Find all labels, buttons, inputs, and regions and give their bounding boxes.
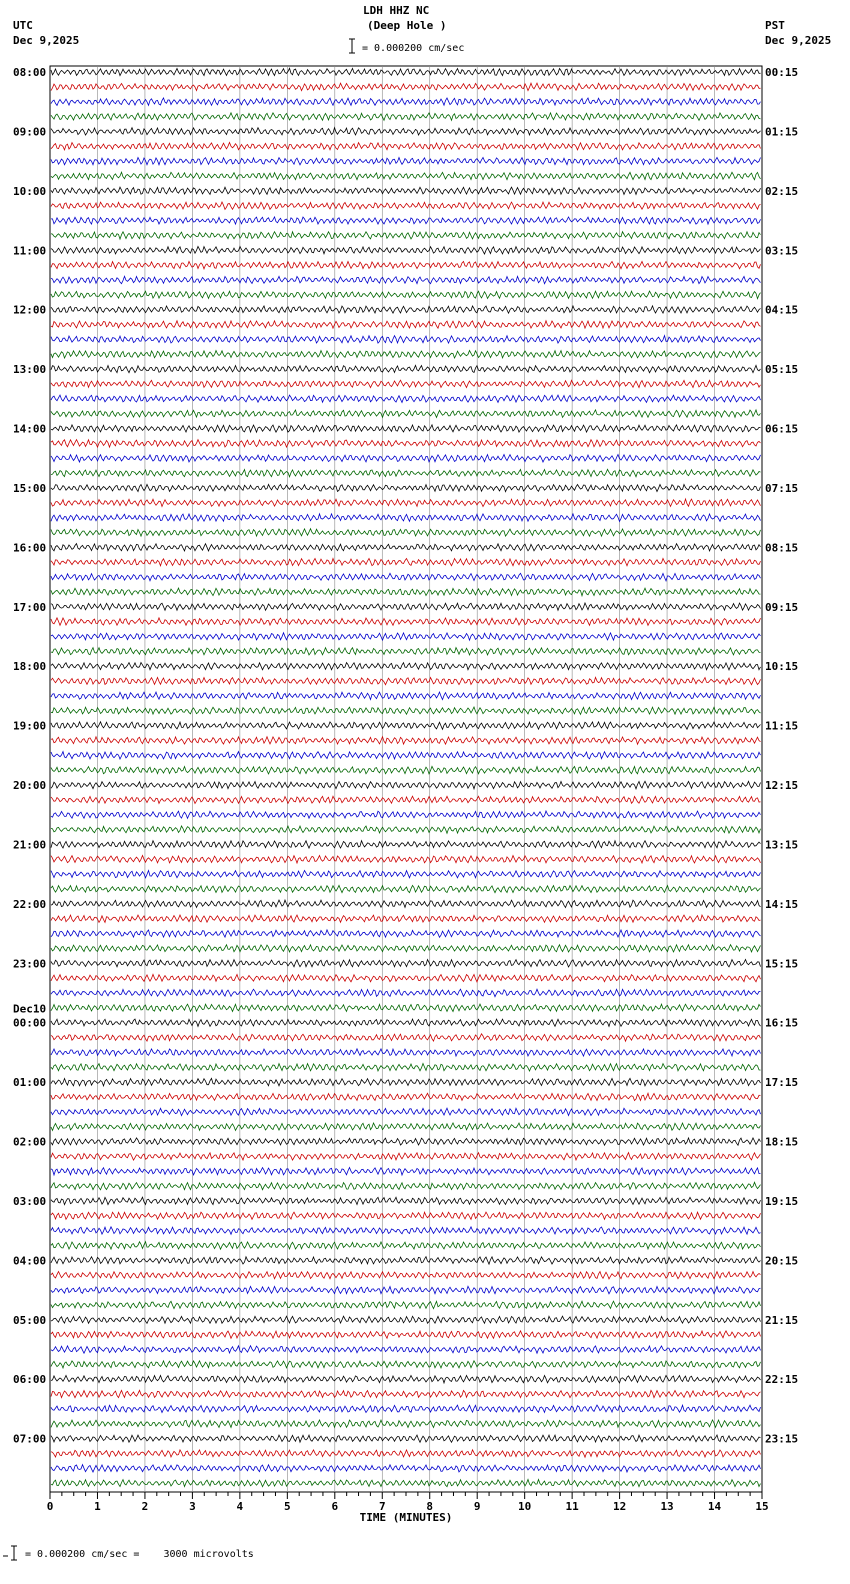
seismic-trace-line [51,68,761,75]
seismic-trace-line [51,1331,761,1338]
seismic-trace-line [51,499,761,507]
x-tick-label: 6 [331,1500,339,1513]
utc-hour-label: 10:00 [13,184,47,198]
pst-hour-label: 02:15 [765,184,799,198]
pst-hour-label: 04:15 [765,303,799,317]
utc-hour-label: 05:00 [13,1313,47,1327]
seismic-trace-line [51,1227,761,1235]
seismic-trace-line [51,1049,761,1056]
seismic-trace-line [51,1257,761,1264]
seismic-trace-line [51,1376,761,1383]
seismic-trace-line [51,1272,761,1279]
footer-scale-bar-icon [3,1546,17,1560]
x-tick-label: 0 [46,1500,54,1513]
x-axis [47,1492,769,1524]
scale-bar-icon [349,39,355,53]
seismic-trace-line [51,321,761,329]
seismic-trace-line [51,1316,761,1323]
seismic-trace-line [51,692,761,700]
pst-hour-label: 12:15 [765,779,799,792]
x-tick-label: 12 [612,1500,627,1513]
seismic-trace-line [51,187,761,195]
footer-scale-note: = 0.000200 cm/sec = 3000 microvolts [25,1549,254,1560]
seismic-trace-line [51,1182,761,1190]
utc-hour-label: 08:00 [13,66,47,79]
scale-label: = 0.000200 cm/sec [362,43,465,54]
station-title: LDH HHZ NC [363,4,430,17]
seismic-trace-line [51,1405,761,1412]
x-tick-label: 4 [236,1500,244,1513]
seismic-trace-line [51,1465,761,1472]
plot-grid [50,66,762,1492]
seismic-trace-line [51,707,761,714]
pst-hour-label: 06:15 [765,422,799,436]
seismic-trace-line [51,514,761,522]
pst-hour-label: 17:15 [765,1076,799,1090]
seismic-trace-line [51,930,761,937]
seismic-trace-line [51,1019,761,1026]
x-tick-label: 3 [189,1500,196,1513]
x-tick-label: 1 [94,1500,101,1513]
seismic-trace-line [51,677,761,684]
seismic-trace-line [51,261,761,269]
utc-hour-label: 09:00 [13,125,47,139]
pst-hour-label: 18:15 [765,1135,799,1149]
pst-hour-label: 22:15 [765,1373,799,1387]
seismic-trace-line [51,1093,761,1100]
utc-hour-label: 22:00 [13,897,47,911]
seismic-trace-line [51,469,761,477]
seismic-trace-line [51,1301,761,1308]
utc-hour-label: 00:00 [13,1016,47,1030]
x-tick-label: 15 [755,1500,769,1513]
pst-hour-label: 19:15 [765,1194,799,1208]
seismic-trace-line [51,1435,761,1442]
seismic-trace-line [51,217,761,224]
seismic-trace-line [51,544,761,551]
seismic-trace-line [51,900,761,907]
seismic-trace-line [51,1479,761,1486]
seismic-trace-line [51,128,761,135]
pst-hour-label: 03:15 [765,244,799,258]
seismic-trace-line [51,158,761,165]
pst-hour-label: 23:15 [765,1432,799,1446]
seismic-trace-line [51,172,761,180]
seismic-trace-line [51,1450,761,1457]
seismic-trace-line [51,1108,761,1116]
seismic-trace-line [51,826,761,833]
seismic-trace-line [51,83,761,91]
seismic-trace-line [51,380,761,387]
seismic-trace-line [51,633,761,640]
seismic-trace-line [51,1138,761,1145]
seismic-trace-line [51,1078,761,1086]
seismic-trace-line [51,752,761,759]
x-tick-label: 8 [426,1500,434,1513]
date-change-label: Dec10 [13,1002,47,1016]
seismic-trace-line [51,365,761,372]
seismic-trace-line [51,1123,761,1131]
seismic-trace-line [51,336,761,344]
station-location: (Deep Hole ) [367,19,447,32]
pst-hour-label: 01:15 [765,125,799,139]
pst-hour-label: 16:15 [765,1016,799,1030]
seismic-trace-line [51,618,761,626]
seismic-trace-line [51,232,761,239]
seismic-trace-line [51,1390,761,1397]
utc-hour-label: 11:00 [13,244,47,258]
seismic-trace-line [51,663,761,670]
seismic-trace-line [51,351,761,359]
pst-hour-label: 10:15 [765,660,799,674]
seismic-trace-line [51,974,761,982]
utc-hour-label: 15:00 [13,481,47,495]
seismic-trace-line [51,1168,761,1176]
seismic-trace-line [51,113,761,121]
pst-hour-label: 13:15 [765,838,799,852]
seismic-trace-line [51,291,761,299]
trace-group [51,68,761,1486]
pst-hour-label: 09:15 [765,600,799,614]
seismic-trace-line [51,856,761,864]
seismic-trace-line [51,98,761,105]
seismic-trace-line [51,1420,761,1428]
seismic-trace-line [51,1064,761,1072]
x-tick-label: 11 [565,1500,579,1513]
seismic-trace-line [51,989,761,997]
seismic-trace-line [51,603,761,610]
seismic-trace-line [51,1034,761,1041]
seismic-trace-line [51,573,761,581]
utc-hour-label: 06:00 [13,1373,47,1387]
plot-frame [50,66,762,1492]
pst-hour-label: 21:15 [765,1313,799,1327]
x-tick-label: 13 [660,1500,674,1513]
utc-hour-label: 14:00 [13,422,47,436]
utc-hour-label: 19:00 [13,719,47,733]
utc-hour-label: 16:00 [13,541,47,555]
seismic-trace-line [51,1346,761,1354]
x-tick-label: 2 [141,1500,149,1513]
seismic-trace-line [51,960,761,968]
seismic-trace-line [51,811,761,818]
seismic-trace-line [51,202,761,209]
x-tick-label: 14 [707,1500,722,1513]
seismic-trace-line [51,722,761,730]
seismic-trace-line [51,410,761,418]
utc-hour-label: 04:00 [13,1254,47,1268]
seismic-trace-line [51,841,761,848]
seismic-trace-line [51,737,761,745]
seismic-trace-line [51,1153,761,1161]
utc-hour-label: 21:00 [13,838,47,852]
utc-hour-label: 12:00 [13,303,47,317]
seismic-trace-line [51,766,761,774]
utc-hour-label: 18:00 [13,660,47,674]
x-tick-label: 10 [518,1500,532,1513]
x-tick-label: 5 [284,1500,291,1513]
utc-hour-label: 13:00 [13,363,47,377]
seismic-trace-line [51,1197,761,1204]
pst-hour-label: 05:15 [765,363,799,377]
seismic-trace-line [51,425,761,432]
seismic-trace-line [51,945,761,952]
seismic-trace-line [51,306,761,313]
utc-hour-label: 03:00 [13,1194,47,1208]
utc-date-label: Dec 9,2025 [13,34,80,47]
seismic-trace-line [51,885,761,892]
pst-hour-label: 14:15 [765,897,799,911]
seismic-trace-line [51,1361,761,1368]
pst-hour-label: 20:15 [765,1254,799,1268]
seismic-trace-line [51,648,761,655]
utc-hour-label: 07:00 [13,1432,47,1446]
x-axis-title: TIME (MINUTES) [359,1511,453,1524]
seismic-trace-line [51,276,761,283]
seismic-trace-line [51,588,761,596]
seismic-trace-line [51,1212,761,1219]
utc-hour-label: 01:00 [13,1076,47,1090]
utc-hour-label: 02:00 [13,1135,47,1149]
utc-zone-label: UTC [13,19,33,32]
seismic-trace-line [51,395,761,402]
utc-hour-label: 17:00 [13,600,47,614]
seismic-trace-line [51,484,761,491]
seismic-trace-line [51,529,761,537]
pst-date-label: Dec 9,2025 [765,34,832,47]
pst-hour-label: 15:15 [765,957,799,971]
pst-zone-label: PST [765,19,785,32]
utc-hour-label: 23:00 [13,957,47,971]
seismic-trace-line [51,247,761,255]
pst-hour-label: 00:15 [765,66,799,79]
seismic-trace-line [51,796,761,803]
pst-hour-label: 08:15 [765,541,799,555]
utc-hour-label: 20:00 [13,779,47,792]
pst-hour-label: 07:15 [765,481,799,495]
seismic-trace-line [51,915,761,922]
seismic-trace-line [51,1004,761,1011]
seismic-trace-line [51,871,761,878]
seismic-trace-line [51,559,761,566]
x-tick-label: 7 [378,1500,386,1513]
seismic-trace-line [51,455,761,463]
pst-hour-label: 11:15 [765,719,799,733]
seismic-trace-line [51,440,761,448]
seismic-trace-line [51,1242,761,1250]
x-tick-label: 9 [473,1500,481,1513]
seismic-trace-line [51,781,761,789]
seismic-trace-line [51,143,761,150]
seismic-trace-line [51,1286,761,1294]
